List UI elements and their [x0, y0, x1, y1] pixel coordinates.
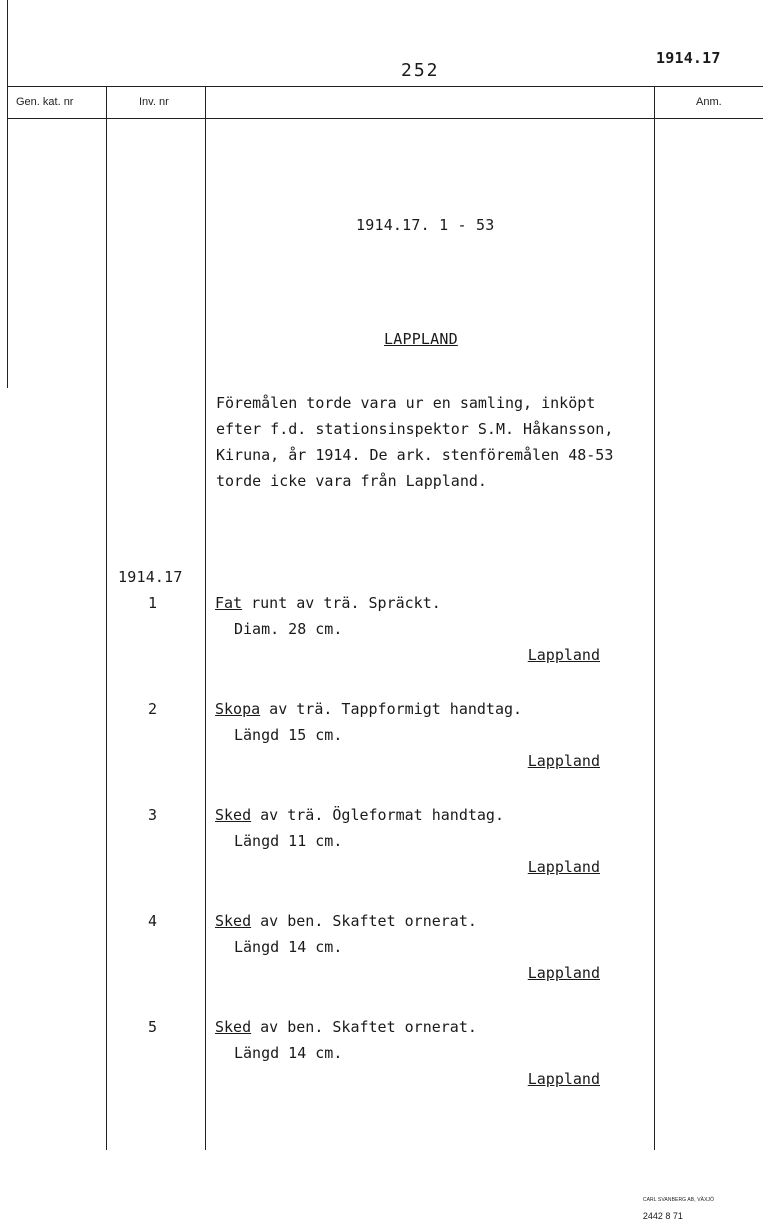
catalog-item [0, 594, 769, 694]
item-measure: Längd 14 cm. [234, 938, 343, 956]
item-description: av trä. Ögleformat handtag. [251, 806, 504, 824]
item-location: Lappland [527, 646, 600, 664]
item-location: Lappland [527, 752, 600, 770]
item-measure: Längd 14 cm. [234, 1044, 343, 1062]
region-title: LAPPLAND [384, 330, 458, 348]
inventory-prefix: 1914.17 [118, 568, 183, 586]
item-location: Lappland [527, 858, 600, 876]
item-name: Sked [215, 806, 252, 824]
header-top-rule [7, 86, 763, 87]
item-number: 3 [148, 806, 158, 824]
item-name: Fat [215, 594, 243, 612]
range-title: 1914.17. 1 - 53 [356, 216, 495, 234]
item-description: av ben. Skaftet ornerat. [251, 912, 477, 930]
item-measure: Diam. 28 cm. [234, 620, 343, 638]
item-description: av ben. Skaftet ornerat. [251, 1018, 477, 1036]
catalog-item [0, 1018, 769, 1118]
column-header-gen-kat: Gen. kat. nr [16, 96, 74, 108]
item-description: runt av trä. Spräckt. [242, 594, 441, 612]
form-code: 2442 8 71 [642, 1211, 683, 1221]
item-number: 2 [148, 700, 158, 718]
catalog-item [0, 700, 769, 800]
header-bottom-rule [7, 118, 763, 119]
item-description-line [215, 1018, 477, 1036]
item-name: Sked [215, 912, 252, 930]
item-name: Skopa [215, 700, 261, 718]
left-margin-line [7, 0, 8, 388]
item-name: Sked [215, 1018, 252, 1036]
printer-imprint [634, 1170, 714, 1224]
column-header-anm: Anm. [696, 96, 722, 108]
provenance-paragraph [216, 390, 646, 494]
item-description-line [215, 806, 504, 824]
page-number: 252 [401, 60, 440, 81]
item-number: 4 [148, 912, 158, 930]
item-measure: Längd 15 cm. [234, 726, 343, 744]
item-description-line [215, 594, 441, 612]
item-number: 5 [148, 1018, 158, 1036]
catalog-item [0, 912, 769, 1012]
paragraph-line: Kiruna, år 1914. De ark. stenföremålen 48-53 [216, 446, 614, 464]
catalog-item [0, 806, 769, 906]
item-description-line [215, 700, 522, 718]
header-accession-number: 1914.17 [656, 49, 721, 67]
item-location: Lappland [527, 1070, 600, 1088]
printer-name: CARL SVANBERG AB, VÄXJÖ [642, 1197, 715, 1203]
item-description-line [215, 912, 477, 930]
paragraph-line: efter f.d. stationsinspektor S.M. Håkansson, [216, 420, 614, 438]
paragraph-line: torde icke vara från Lappland. [216, 472, 487, 490]
item-description: av trä. Tappformigt handtag. [260, 700, 523, 718]
column-header-inv: Inv. nr [139, 96, 169, 108]
item-location: Lappland [527, 964, 600, 982]
paragraph-line: Föremålen torde vara ur en samling, inköpt [216, 394, 596, 412]
item-number: 1 [148, 594, 158, 612]
item-measure: Längd 11 cm. [234, 832, 343, 850]
